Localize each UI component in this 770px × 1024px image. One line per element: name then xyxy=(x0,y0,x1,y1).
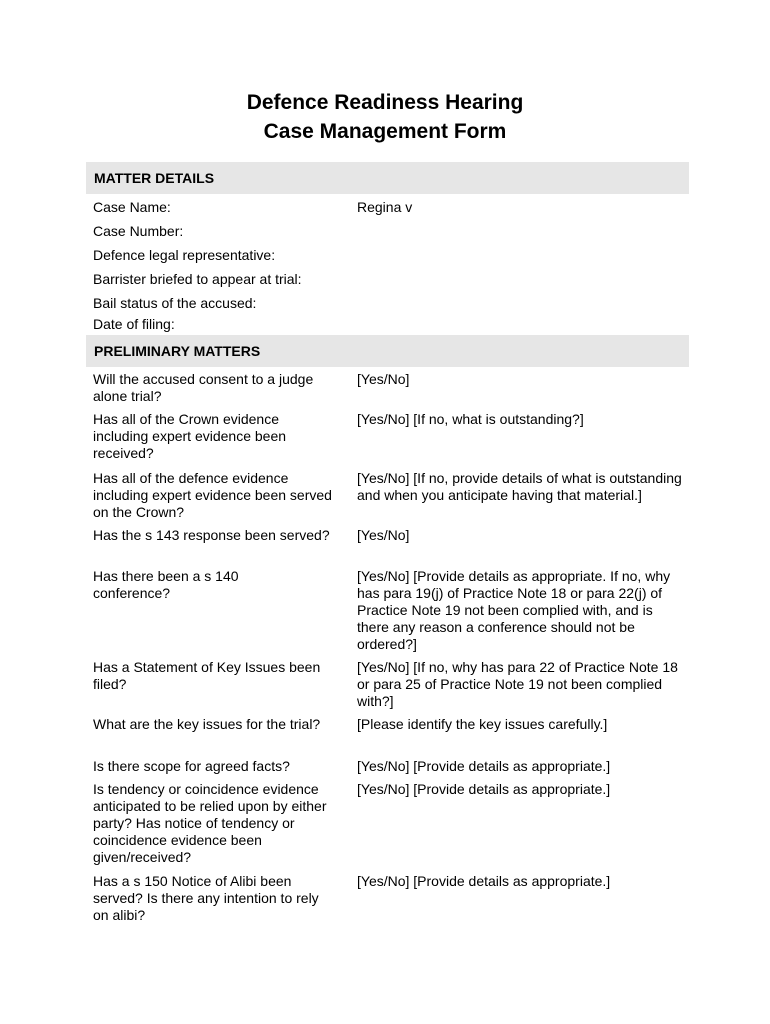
field-label: Barrister briefed to appear at trial: xyxy=(93,271,302,287)
question-text: Is there scope for agreed facts? xyxy=(93,758,290,774)
answer-text[interactable]: [Yes/No] [Provide details as appropriate.] xyxy=(357,758,611,774)
answer-text[interactable]: [Yes/No] [If no, why has para 22 of Practice Note 18 or para 25 of Practice Note 19 not been complied with?] xyxy=(357,659,678,709)
question-text: Has all of the Crown evidence including expert evidence been received? xyxy=(93,411,287,461)
answer-text[interactable]: [Yes/No] [Provide details as appropriate.] xyxy=(357,781,611,797)
form-title-line-2: Case Management Form xyxy=(263,120,507,143)
answer-text[interactable]: [Yes/No] xyxy=(357,371,410,387)
form-title-line-1: Defence Readiness Hearing xyxy=(246,91,524,114)
answer-text[interactable]: [Yes/No] [If no, what is outstanding?] xyxy=(357,411,584,427)
question-text: Has a s 150 Notice of Alibi been served? Is there any intention to rely on alibi? xyxy=(93,873,319,923)
section-heading-matter-details: MATTER DETAILS xyxy=(86,162,689,194)
question-text: Has a Statement of Key Issues been filed? xyxy=(93,659,321,692)
field-label: Bail status of the accused: xyxy=(93,295,257,311)
field-label: Date of filing: xyxy=(93,316,175,332)
field-label: Case Name: xyxy=(93,199,171,215)
form-title xyxy=(0,88,770,146)
field-label: Defence legal representative: xyxy=(93,247,276,263)
question-text: Has all of the defence evidence including expert evidence been served on the Crown? xyxy=(93,470,332,520)
field-value[interactable]: Regina v xyxy=(357,199,413,215)
field-label: Case Number: xyxy=(93,223,184,239)
answer-text[interactable]: [Yes/No] [Provide details as appropriate.] xyxy=(357,873,611,889)
question-text: Will the accused consent to a judge alone trial? xyxy=(93,371,314,404)
answer-text[interactable]: [Please identify the key issues carefully.] xyxy=(357,716,608,732)
question-text: What are the key issues for the trial? xyxy=(93,716,321,732)
answer-text[interactable]: [Yes/No] [Provide details as appropriate. If no, why has para 19(j) of Practice Note 18 or para 22(j) of Practice Note 19 not been complied with, and is there any reason a conference should not be ordered?] xyxy=(357,568,671,652)
question-text: Is tendency or coincidence evidence anticipated to be relied upon by either party? Has notice of tendency or coincidence evidence been given/received? xyxy=(93,781,327,865)
answer-text[interactable]: [Yes/No] xyxy=(357,527,410,543)
question-text: Has there been a s 140 conference? xyxy=(93,568,239,601)
question-text: Has the s 143 response been served? xyxy=(93,527,330,543)
section-heading-preliminary-matters: PRELIMINARY MATTERS xyxy=(86,335,689,367)
answer-text[interactable]: [Yes/No] [If no, provide details of what is outstanding and when you anticipate having that material.] xyxy=(357,470,682,503)
